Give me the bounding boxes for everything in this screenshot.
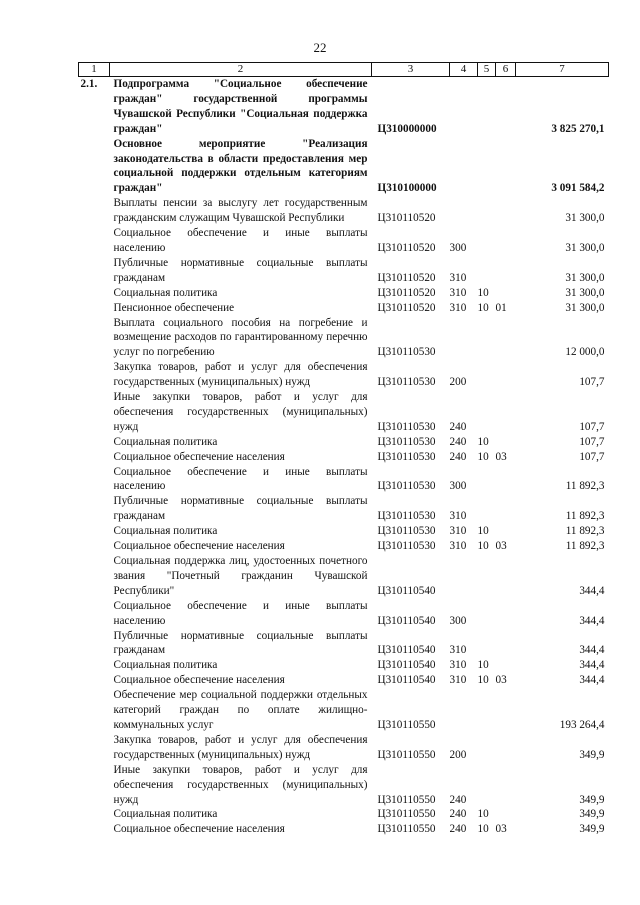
row-subsection: [496, 286, 516, 301]
row-number: [79, 599, 110, 629]
table-row: [79, 688, 609, 733]
row-name: Социальная политика: [113, 286, 218, 299]
row-name: Обеспечение мер социальной поддержки отдельных категорий граждан по оплате жилищно-коммунальных услуг: [113, 689, 368, 731]
row-name: Социальное обеспечение населения: [113, 450, 285, 463]
row-amount: 3 091 584,2: [551, 182, 605, 195]
row-code: Ц310110520: [377, 271, 436, 284]
row-subsection: [496, 688, 516, 733]
row-expense-type: 310: [449, 510, 467, 523]
column-header: 1: [79, 63, 110, 77]
row-name: Социальная политика: [113, 808, 218, 821]
row-subsection: [496, 599, 516, 629]
row-number: [79, 435, 110, 450]
row-expense-type: 240: [449, 435, 467, 448]
row-name: Социальное обеспечение и иные выплаты населению: [113, 465, 368, 493]
row-name: Подпрограмма "Социальное обеспечение граждан" государственной программы Чувашской Республики "Социальная поддержка граждан": [113, 78, 368, 135]
table-row: [79, 226, 609, 256]
row-subsection: [496, 629, 516, 659]
row-section: [478, 763, 496, 808]
row-expense-type: 310: [449, 540, 467, 553]
row-name: Основное мероприятие "Реализация законодательства в области предоставления мер социальной поддержки отдельным категориям граждан": [113, 137, 368, 195]
column-header: 6: [496, 63, 516, 77]
row-amount: 349,9: [579, 793, 605, 806]
table-row: [79, 435, 609, 450]
row-name: Пенсионное обеспечение: [113, 301, 235, 314]
table-row: [79, 629, 609, 659]
row-subsection: [496, 316, 516, 361]
row-code: Ц310110540: [377, 614, 436, 627]
page-number: 22: [313, 40, 327, 55]
table-row: [79, 658, 609, 673]
row-expense-type: 240: [449, 823, 467, 836]
row-code: Ц310000000: [377, 122, 437, 135]
row-number: [79, 450, 110, 465]
row-amount: 193 264,4: [559, 718, 605, 731]
table-row: [79, 286, 609, 301]
row-subsection: 03: [495, 674, 507, 687]
row-code: Ц310110520: [377, 212, 436, 225]
row-name: Социальное обеспечение и иные выплаты населению: [113, 599, 368, 627]
table-row: [79, 390, 609, 435]
table-row: [79, 196, 609, 226]
row-code: Ц310110550: [377, 823, 436, 836]
row-subsection: [496, 226, 516, 256]
row-section: 10: [477, 435, 489, 448]
row-section: [478, 390, 496, 435]
row-subsection: [496, 733, 516, 763]
table-row: [79, 494, 609, 524]
table-row: [79, 673, 609, 688]
row-amount: 349,9: [579, 823, 605, 836]
row-expense-type: 310: [449, 659, 467, 672]
table-row: [79, 137, 609, 197]
row-number: [79, 286, 110, 301]
row-name: Иные закупки товаров, работ и услуг для обеспечения государственных (муниципальных) нужд: [113, 763, 368, 806]
row-section: [478, 77, 496, 137]
row-expense-type: 310: [449, 644, 467, 657]
row-code: Ц310110530: [377, 510, 436, 523]
row-subsection: 01: [495, 301, 507, 314]
row-expense-type: 240: [449, 793, 467, 806]
row-amount: 349,9: [579, 748, 605, 761]
row-code: Ц310100000: [377, 182, 437, 195]
row-subsection: [496, 763, 516, 808]
row-amount: 344,4: [579, 614, 605, 627]
row-expense-type: 310: [449, 301, 467, 314]
row-name: Иные закупки товаров, работ и услуг для обеспечения государственных (муниципальных) нужд: [113, 391, 368, 433]
row-amount: 107,7: [579, 435, 605, 448]
table-row: [79, 539, 609, 554]
row-expense-type: [450, 196, 478, 226]
row-amount: 107,7: [579, 420, 605, 433]
row-amount: 349,9: [579, 808, 605, 821]
row-section: [478, 554, 496, 599]
row-section: [478, 494, 496, 524]
row-code: Ц310110550: [377, 793, 436, 806]
row-amount: 11 892,3: [565, 510, 605, 523]
row-subsection: [496, 390, 516, 435]
row-amount: 31 300,0: [565, 212, 605, 225]
row-amount: 31 300,0: [565, 301, 605, 314]
row-expense-type: 200: [449, 748, 467, 761]
row-code: Ц310110530: [377, 525, 436, 538]
row-section: [478, 629, 496, 659]
row-number: [79, 688, 110, 733]
row-name: Публичные нормативные социальные выплаты гражданам: [113, 629, 368, 657]
row-code: Ц310110540: [377, 659, 436, 672]
row-number: [79, 494, 110, 524]
table-row: [79, 807, 609, 822]
row-number: [79, 301, 110, 316]
row-number: [79, 256, 110, 286]
row-section: 10: [477, 286, 489, 299]
table-row: [79, 763, 609, 808]
column-header: 2: [110, 63, 372, 77]
row-code: Ц310110520: [377, 286, 436, 299]
row-number: [79, 822, 110, 837]
row-subsection: [496, 137, 516, 197]
row-name: Закупка товаров, работ и услуг для обеспечения государственных (муниципальных) нужд: [113, 733, 368, 761]
row-expense-type: 310: [449, 674, 467, 687]
row-expense-type: [450, 554, 478, 599]
row-number: [79, 196, 110, 226]
table-row: [79, 554, 609, 599]
row-section: 10: [477, 525, 489, 538]
row-section: [478, 733, 496, 763]
row-name: Социальная поддержка лиц, удостоенных почетного звания "Почетный гражданин Чувашской Республики": [113, 555, 368, 597]
row-amount: 11 892,3: [565, 540, 605, 553]
row-amount: 11 892,3: [565, 480, 605, 493]
row-number: [79, 226, 110, 256]
row-code: Ц310110530: [377, 420, 436, 433]
row-number: [79, 137, 110, 197]
row-expense-type: 300: [449, 614, 467, 627]
row-number: [79, 763, 110, 808]
row-amount: 107,7: [579, 376, 605, 389]
row-section: [478, 196, 496, 226]
row-amount: 344,4: [579, 659, 605, 672]
row-amount: 344,4: [579, 644, 605, 657]
row-expense-type: 300: [449, 480, 467, 493]
column-header: 3: [372, 63, 450, 77]
row-amount: 3 825 270,1: [551, 122, 605, 135]
row-section: 10: [477, 674, 489, 687]
row-section: 10: [477, 540, 489, 553]
row-code: Ц310110550: [377, 748, 436, 761]
row-section: [478, 256, 496, 286]
row-number: [79, 390, 110, 435]
row-subsection: [496, 807, 516, 822]
row-name: Социальное обеспечение населения: [113, 823, 285, 836]
row-amount: 31 300,0: [565, 286, 605, 299]
row-code: Ц310110550: [377, 718, 436, 731]
row-subsection: 03: [495, 823, 507, 836]
row-amount: 107,7: [579, 450, 605, 463]
row-section: 10: [477, 823, 489, 836]
row-code: Ц310110530: [377, 540, 436, 553]
row-section: 10: [477, 808, 489, 821]
row-number: [79, 524, 110, 539]
row-name: Социальное обеспечение и иные выплаты населению: [113, 227, 368, 254]
row-subsection: [496, 658, 516, 673]
row-name: Социальное обеспечение населения: [113, 540, 285, 553]
table-row: [79, 524, 609, 539]
row-code: Ц310110520: [377, 301, 436, 314]
row-amount: 12 000,0: [565, 346, 605, 359]
row-number: [79, 658, 110, 673]
row-name: Социальная политика: [113, 525, 218, 538]
row-number: [79, 807, 110, 822]
table-row: [79, 360, 609, 390]
row-expense-type: 310: [449, 286, 467, 299]
row-subsection: [496, 494, 516, 524]
row-name: Публичные нормативные социальные выплаты гражданам: [113, 495, 368, 523]
row-expense-type: 240: [449, 420, 467, 433]
row-code: Ц310110540: [377, 584, 436, 597]
row-name: Публичные нормативные социальные выплаты гражданам: [113, 256, 368, 284]
row-code: Ц310110530: [377, 480, 436, 493]
budget-table: [78, 62, 609, 837]
row-number: [79, 733, 110, 763]
row-name: Социальное обеспечение населения: [113, 674, 285, 687]
row-number: [79, 360, 110, 390]
table-row: [79, 465, 609, 495]
row-code: Ц310110550: [377, 808, 436, 821]
row-code: Ц310110530: [377, 376, 436, 389]
row-section: [478, 688, 496, 733]
row-subsection: [496, 554, 516, 599]
row-subsection: [496, 360, 516, 390]
row-expense-type: [450, 137, 478, 197]
row-section: [478, 599, 496, 629]
row-expense-type: 240: [449, 808, 467, 821]
row-expense-type: [450, 77, 478, 137]
table-row: [79, 77, 609, 137]
table-row: [79, 256, 609, 286]
row-expense-type: 310: [449, 525, 467, 538]
table-row: [79, 822, 609, 837]
row-subsection: [496, 465, 516, 495]
row-code: Ц310110530: [377, 435, 436, 448]
table-row: [79, 599, 609, 629]
row-section: 10: [477, 450, 489, 463]
row-number: [79, 465, 110, 495]
row-number: 2.1.: [80, 78, 98, 90]
row-section: [478, 465, 496, 495]
row-amount: 31 300,0: [565, 271, 605, 284]
row-number: [79, 629, 110, 659]
row-name: Выплаты пенсии за выслугу лет государственным гражданским служащим Чувашской Республики: [113, 197, 368, 225]
row-name: Выплата социального пособия на погребение и возмещение расходов по гарантированному перечню услуг по погребению: [113, 316, 368, 359]
row-number: [79, 316, 110, 361]
table-row: [79, 733, 609, 763]
row-expense-type: 300: [449, 241, 467, 254]
row-amount: 344,4: [579, 584, 605, 597]
row-section: 10: [477, 659, 489, 672]
row-subsection: [496, 77, 516, 137]
row-subsection: [496, 256, 516, 286]
row-subsection: 03: [495, 450, 507, 463]
row-name: Социальная политика: [113, 435, 218, 448]
row-subsection: [496, 196, 516, 226]
row-number: [79, 673, 110, 688]
row-code: Ц310110540: [377, 674, 436, 687]
column-header: 7: [516, 63, 609, 77]
row-expense-type: [450, 316, 478, 361]
row-section: 10: [477, 301, 489, 314]
row-amount: 31 300,0: [565, 241, 605, 254]
table-row: [79, 316, 609, 361]
row-code: Ц310110530: [377, 450, 436, 463]
column-number-row: [79, 63, 609, 77]
row-section: [478, 137, 496, 197]
row-amount: 11 892,3: [565, 525, 605, 538]
row-name: Закупка товаров, работ и услуг для обеспечения государственных (муниципальных) нужд: [113, 361, 368, 389]
row-code: Ц310110540: [377, 644, 436, 657]
row-code: Ц310110530: [377, 346, 436, 359]
row-subsection: [496, 524, 516, 539]
table-row: [79, 301, 609, 316]
row-section: [478, 360, 496, 390]
row-name: Социальная политика: [113, 659, 218, 672]
row-number: [79, 554, 110, 599]
row-subsection: [496, 435, 516, 450]
column-header: 5: [478, 63, 496, 77]
row-section: [478, 226, 496, 256]
row-number: [79, 539, 110, 554]
row-expense-type: 240: [449, 450, 467, 463]
table-row: [79, 450, 609, 465]
row-subsection: 03: [495, 540, 507, 553]
row-amount: 344,4: [579, 674, 605, 687]
row-section: [478, 316, 496, 361]
column-header: 4: [450, 63, 478, 77]
row-expense-type: 310: [449, 271, 467, 284]
row-expense-type: [450, 688, 478, 733]
row-expense-type: 200: [449, 376, 467, 389]
row-code: Ц310110520: [377, 241, 436, 254]
